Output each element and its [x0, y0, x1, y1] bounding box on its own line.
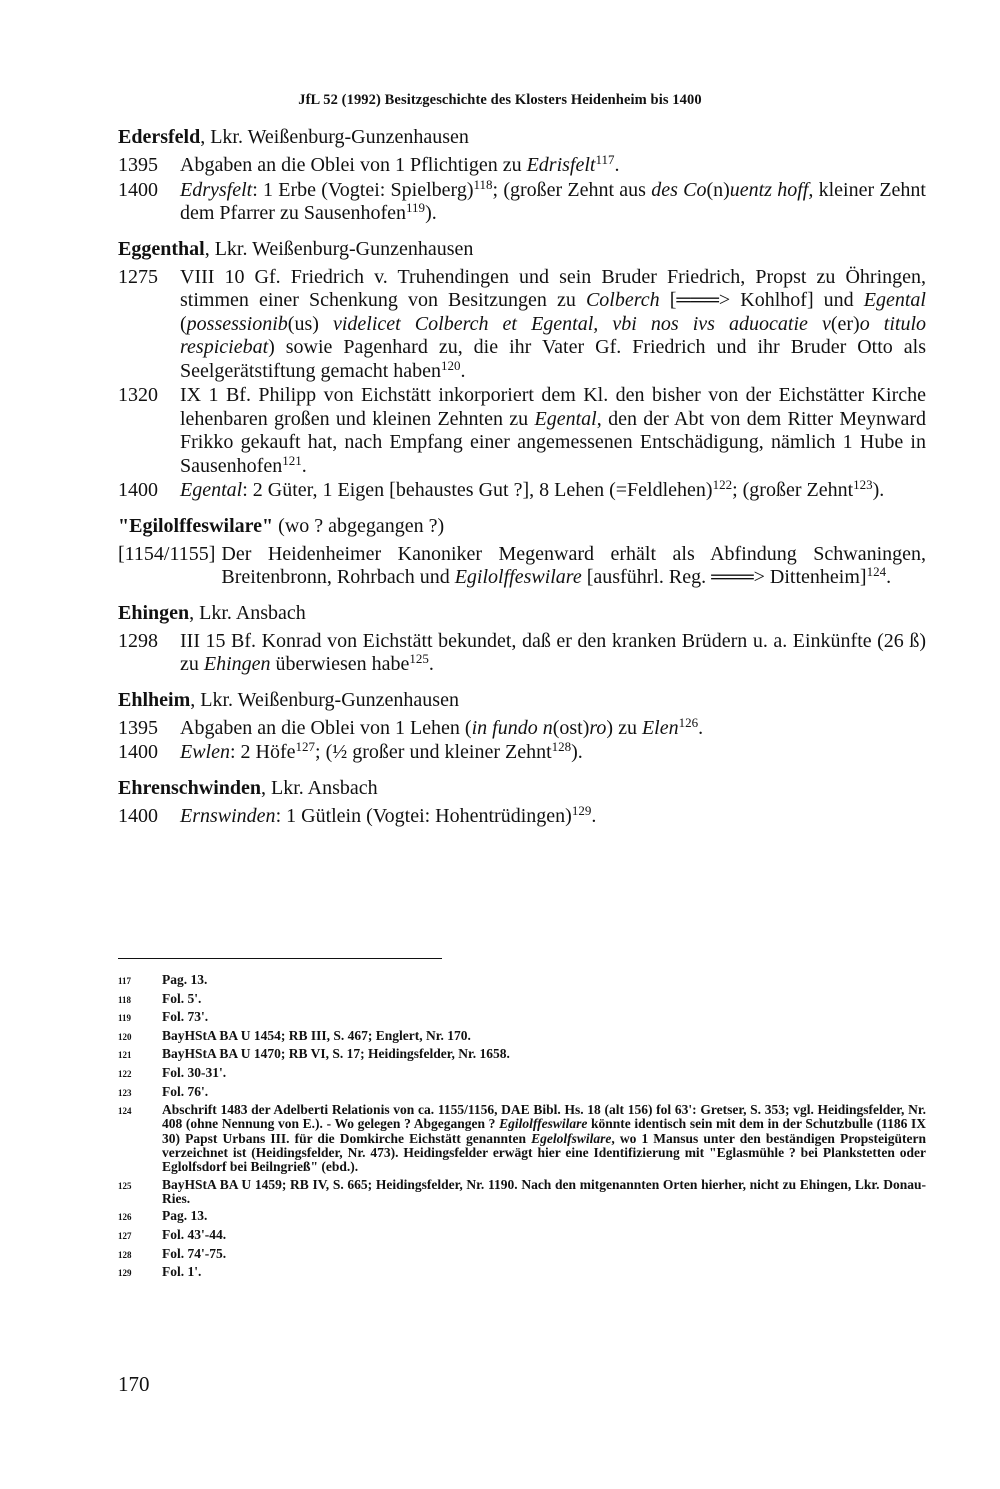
- entry: [118, 479, 926, 503]
- footnote-number: 119: [118, 1013, 132, 1024]
- entry-text: III 15 Bf. Konrad von Eichstätt bekundet, daß er den kranken Brüdern u. a. Einkünfte (26 ß) zu Ehingen überwiesen habe$^{125}$.: [180, 629, 926, 675]
- footnote: [118, 1085, 926, 1100]
- entry-year: 1395: [118, 716, 158, 739]
- entry: [118, 266, 926, 384]
- place-district: , Lkr. Weißenburg-Gunzenhausen: [200, 126, 469, 148]
- entry: [118, 741, 926, 765]
- footnote: [118, 973, 926, 988]
- entry-year: 1400: [118, 178, 158, 201]
- footnote-number: 124: [118, 1106, 132, 1117]
- footnote-number: 129: [118, 1268, 132, 1279]
- footnotes: [118, 973, 926, 1284]
- place-heading: [118, 687, 926, 713]
- footnote-text: Pag. 13.: [162, 972, 208, 987]
- entry: [118, 543, 926, 590]
- footnote-text: Fol. 73'.: [162, 1009, 209, 1025]
- place-section: [118, 236, 926, 503]
- place-name: Eggenthal: [118, 237, 205, 260]
- entry-text: Edrysfelt: 1 Erbe (Vogtei: Spielberg)$^{118}$; (großer Zehnt aus des Co(n)uentz hoff, kleiner Zehnt dem Pfarrer zu Sausenhofen$^{119}$).: [180, 176, 926, 224]
- footnote: [118, 1265, 926, 1280]
- place-name: Ehingen: [118, 601, 190, 624]
- place-name: "Egilolffeswilare": [118, 514, 274, 537]
- place-district: , Lkr. Weißenburg-Gunzenhausen: [190, 688, 459, 711]
- place-heading: [118, 600, 926, 626]
- entry: [118, 154, 926, 178]
- entry-year: 1298: [118, 629, 158, 652]
- place-heading: [118, 775, 926, 801]
- entry-text: VIII 10 Gf. Friedrich v. Truhendingen und sein Bruder Friedrich, Propst zu Öhringen, stimmen einer Schenkung von Besitzungen zu Colberch [═══> Kohlhof] und Egental (possessionib(us) videlicet Colberch et Egental, vbi nos ivs aduocatie v(er)o titulo respiciebat) sowie Pagenhard zu, die ihr Vater Gf. Friedrich und ihr Bruder Otto als Seelgerätstiftung gemacht haben$^{120}$.: [180, 265, 927, 382]
- footnote-text: BayHStA BA U 1459; RB IV, S. 665; Heidingsfelder, Nr. 1190. Nach den mitgenannten Orten hierher, nicht zu Ehingen, Lkr. Donau-Ries.: [162, 1176, 926, 1206]
- footnote: [118, 1103, 926, 1174]
- footnote: [118, 1228, 926, 1243]
- footnote-text: Fol. 1'.: [162, 1264, 202, 1280]
- footnote-text: BayHStA BA U 1470; RB VI, S. 17; Heidingsfelder, Nr. 1658.: [162, 1046, 510, 1062]
- place-district: , Lkr. Weißenburg-Gunzenhausen: [204, 237, 474, 260]
- footnote: [118, 1066, 926, 1081]
- entry-year: 1320: [118, 384, 158, 406]
- main-text: [118, 124, 926, 838]
- place-district: (wo ? abgegangen ?): [273, 514, 445, 537]
- footnote: [118, 1178, 926, 1206]
- running-head: JfL 52 (1992) Besitzgeschichte des Klosters Heidenheim bis 1400: [298, 92, 702, 108]
- entry-year: [1154/1155]: [118, 542, 216, 565]
- entry-text: IX 1 Bf. Philipp von Eichstätt inkorporiert dem Kl. den bisher von der Eichstätter Kirche lehenbaren großen und kleinen Zehnten zu Egental, den der Abt von dem Ritter Meynward Frikko gekauft hat, nach Empfang einer angemessenen Entschädigung, nämlich 1 Hube in Sausenhofen$^{121}$.: [180, 384, 926, 477]
- footnote-text: BayHStA BA U 1454; RB III, S. 467; Englert, Nr. 170.: [162, 1027, 471, 1043]
- footnote: [118, 1010, 926, 1025]
- entry-text: Abgaben an die Oblei von 1 Pflichtigen zu Edrisfelt$^{117}$.: [180, 152, 620, 176]
- place-heading: [118, 513, 926, 539]
- entry-text: Egental: 2 Güter, 1 Eigen [behaustes Gut ?], 8 Lehen (=Feldlehen)$^{122}$; (großer Zehnt$^{123}$).: [180, 477, 885, 501]
- place-section: [118, 600, 926, 677]
- entry-year: 1395: [118, 154, 158, 176]
- footnote-number: 120: [118, 1031, 132, 1042]
- place-name: Ehlheim: [118, 688, 191, 711]
- footnote-number: 128: [118, 1249, 132, 1260]
- footnote: [118, 1029, 926, 1044]
- footnote-text: Fol. 30-31'.: [162, 1064, 227, 1080]
- footnote-text: Fol. 5'.: [162, 990, 202, 1006]
- footnote-text: Fol. 43'-44.: [162, 1226, 227, 1242]
- entry: [118, 176, 926, 226]
- entry-year: 1275: [118, 265, 158, 288]
- place-heading: [118, 236, 926, 262]
- footnote-text: Fol. 74'-75.: [162, 1245, 227, 1261]
- entry-text: Der Heidenheimer Kanoniker Megenward erhält als Abfindung Schwaningen, Breitenbronn, Rohrbach und Egilolffeswilare [ausführl. Reg. ═══> Dittenheim]$^{124}$.: [221, 542, 926, 588]
- place-section: [118, 775, 926, 829]
- entry-text: Ernswinden: 1 Gütlein (Vogtei: Hohentrüdingen)$^{129}$.: [180, 802, 597, 827]
- page-number: 170: [118, 1372, 150, 1396]
- footnote-number: 126: [118, 1212, 132, 1223]
- footnote-rule: [118, 958, 442, 959]
- footnote-number: 118: [118, 994, 132, 1005]
- entry: [118, 384, 926, 478]
- place-name: Ehrenschwinden: [118, 776, 262, 799]
- entry-year: 1400: [118, 804, 158, 827]
- footnote-number: 121: [118, 1050, 132, 1061]
- footnote: [118, 1047, 926, 1062]
- entry-text: Ewlen: 2 Höfe$^{127}$; (½ großer und kleiner Zehnt$^{128}$).: [180, 739, 583, 763]
- footnote: [118, 992, 926, 1007]
- place-district: , Lkr. Ansbach: [261, 776, 378, 799]
- footnote-text: Pag. 13.: [162, 1208, 208, 1224]
- footnote-number: 123: [118, 1087, 132, 1098]
- footnote: [118, 1247, 926, 1262]
- footnote-text: Fol. 76'.: [162, 1083, 209, 1099]
- footnote-text: Abschrift 1483 der Adelberti Relationis von ca. 1155/1156, DAE Bibl. Hs. 18 (alt 156) fol 63': Gretser, S. 353; vgl. Heidingsfelder, Nr. 408 (ohne Nennung von E.). - Wo gelegen ? Abgegangen ? Egilolffeswilare könnte identisch sein mit dem in der Schutzbulle (1186 IX 30) Papst Urbans III. für die Domkirche Eichstätt genannten Egelolfswilare, wo 1 Mansus unter den beständigen Propsteigütern verzeichnet ist (Heidingsfelder, Nr. 473). Heidingsfelder erwägt hier eine Identifizierung mit "Eglasmühle ? bei Plankstetten oder Eglolfsdorf bei Beilngrieß" (ebd.).: [162, 1102, 927, 1174]
- entry-year: 1400: [118, 741, 158, 763]
- entry-text: Abgaben an die Oblei von 1 Lehen (in fundo n(ost)ro) zu Elen$^{126}$.: [180, 714, 704, 739]
- place-section: [118, 124, 926, 226]
- entry: [118, 802, 926, 829]
- place-district: , Lkr. Ansbach: [189, 601, 306, 624]
- place-heading: [118, 124, 926, 150]
- footnote-number: 117: [118, 976, 132, 986]
- footnote-number: 125: [118, 1180, 132, 1191]
- entry: [118, 630, 926, 677]
- entry-year: 1400: [118, 479, 158, 501]
- place-section: [118, 687, 926, 765]
- footnote-number: 127: [118, 1230, 132, 1241]
- place-name: Edersfeld: [118, 126, 201, 148]
- place-section: [118, 513, 926, 590]
- footnote-number: 122: [118, 1068, 132, 1079]
- footnote: [118, 1209, 926, 1224]
- entry: [118, 714, 926, 741]
